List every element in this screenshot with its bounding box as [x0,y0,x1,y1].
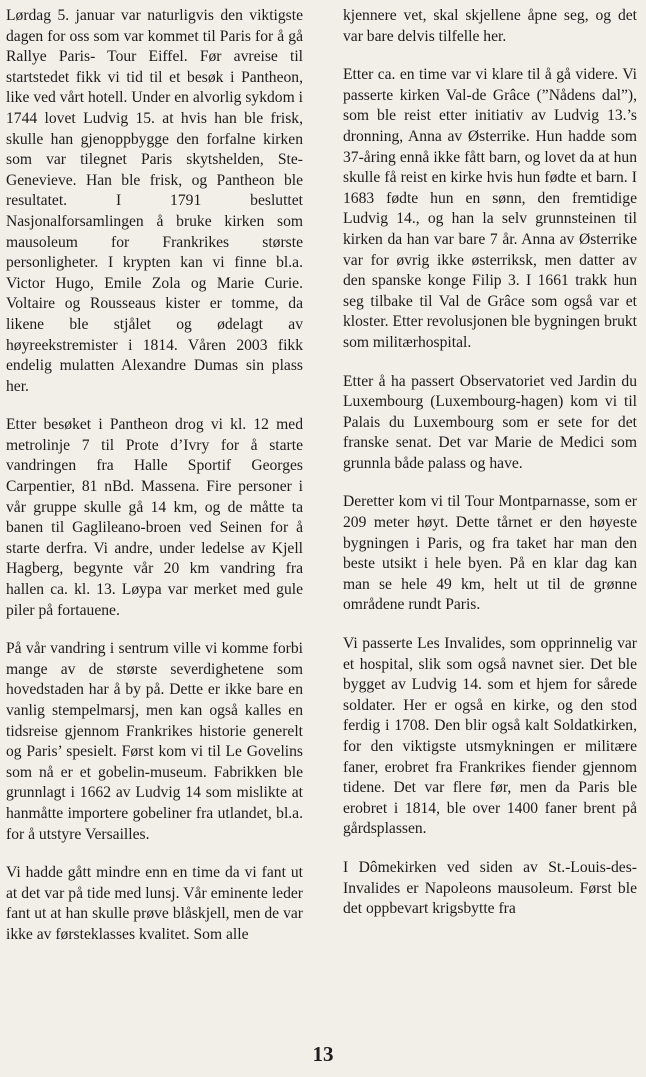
paragraph: I Dômekirken ved siden av St.-Louis-des-Invalides er Napoleons mausoleum. Først ble det oppbevart krigsbytte fra [343,858,637,918]
paragraph: Etter å ha passert Observatoriet ved Jardin du Luxembourg (Luxembourg-hagen) kom vi til Palais du Luxembourg som er sete for det franske senat. Det var Marie de Medici som grunnla både palass og have. [343,372,637,472]
paragraph: Lørdag 5. januar var naturligvis den viktigste dagen for oss som var kommet til Paris for å gå Rallye Paris- Tour Eiffel. Før avreise til startstedet fikk vi tid til et besøk i Pantheon, like ved vårt hotell. Under en alvorlig sykdom i 1744 lovet Ludvig 15. at hvis han ble frisk, skulle han gjenoppbygge den forfalne kirken som var tilegnet Paris skytshelden, Ste-Genevieve. Han ble frisk, og Pantheon ble resultatet. I 1791 besluttet Nasjonalforsamlingen å bruke kirken som mausoleum for Frankrikes største personligheter. I krypten kan vi finne bl.a. Victor Hugo, Emile Zola og Marie Curie. Voltaire og Rousseaus kister er tomme, da likene ble stjålet og ødelagt av høyreekstremister i 1814. Våren 2003 fikk endelig mulatten Alexandre Dumas sin plass her. [6,7,303,395]
page-number: 13 [312,1042,334,1066]
paragraph: Deretter kom vi til Tour Montparnasse, som er 209 meter høyt. Dette tårnet er den høyeste bygningen i Paris, og fra taket har man den beste utsikt i hele byen. På en klar dag kan man se hele 49 km, helt ut til de grønne områdene rundt Paris. [343,493,637,614]
paragraph: kjennere vet, skal skjellene åpne seg, og det var bare delvis tilfelle her. [343,7,637,45]
paragraph: Vi passerte Les Invalides, som opprinnelig var et hospital, slik som også navnet sier. Det ble bygget av Ludvig 14. som et hjem for sårede soldater. Her er også en kirke, og den stod ferdig i 1708. Den blir også kalt Soldatkirken, for den viktigste utsmykningen er militære faner, erobret fra Frankrikes fiender gjennom tidene. Det var flere før, men da Paris ble erobret i 1814, ble over 1400 faner brent på gårdsplassen. [343,635,637,838]
left-column [6,6,303,964]
right-column [343,6,637,938]
paragraph: På vår vandring i sentrum ville vi komme forbi mange av de største severdighetene som hovedstaden har å by på. Dette er ikke bare en vanlig stempelmarsj, men kan også kalles en tidsreise gjennom Frankrikes historie generelt og Paris’ spesielt. Først kom vi til Le Govelins som nå er et gobelin-museum. Fabrikken ble grunnlagt i 1662 av Ludvig 14 som mislikte at hanmåtte importere gobeliner fra utlandet, bl.a. for å utstyre Versailles. [6,640,303,843]
paragraph: Vi hadde gått mindre enn en time da vi fant ut at det var på tide med lunsj. Vår eminente leder fant ut at han skulle prøve blåskjell, men de var ikke av førsteklasses kvalitet. Som alle [6,864,303,943]
paragraph: Etter ca. en time var vi klare til å gå videre. Vi passerte kirken Val-de Grâce (”Nådens dal”), som ble reist etter initiativ av Ludvig 13.’s dronning, Anna av Østerrike. Hun hadde som 37-åring ennå ikke fått barn, og lovet da at hun skulle få reist en kirke hvis hun fødte et barn. I 1683 fødte hun en sønn, den fremtidige Ludvig 14., og han la selv grunnsteinen til kirken da han var bare 7 år. Anna av Østerrike var for øvrig ikke østerriksk, men datter av den spanske konge Filip 3. I 1661 trakk hun seg tilbake til Val de Grâce som også var et kloster. Etter revolusjonen ble bygningen brukt som militærhospital. [343,66,637,351]
paragraph: Etter besøket i Pantheon drog vi kl. 12 med metrolinje 7 til Prote d’Ivry for å starte vandringen fra Halle Sportif Georges Carpentier, 81 nBd. Massena. Fire personer i vår gruppe skulle gå 14 km, og de måtte ta banen til Gaglileano-broen ved Seinen for å starte derfra. Vi andre, under ledelse av Kjell Hagberg, begynte vår 20 km vandring fra hallen ca. kl. 13. Løypa var merket med gule piler på fortauene. [6,416,303,619]
